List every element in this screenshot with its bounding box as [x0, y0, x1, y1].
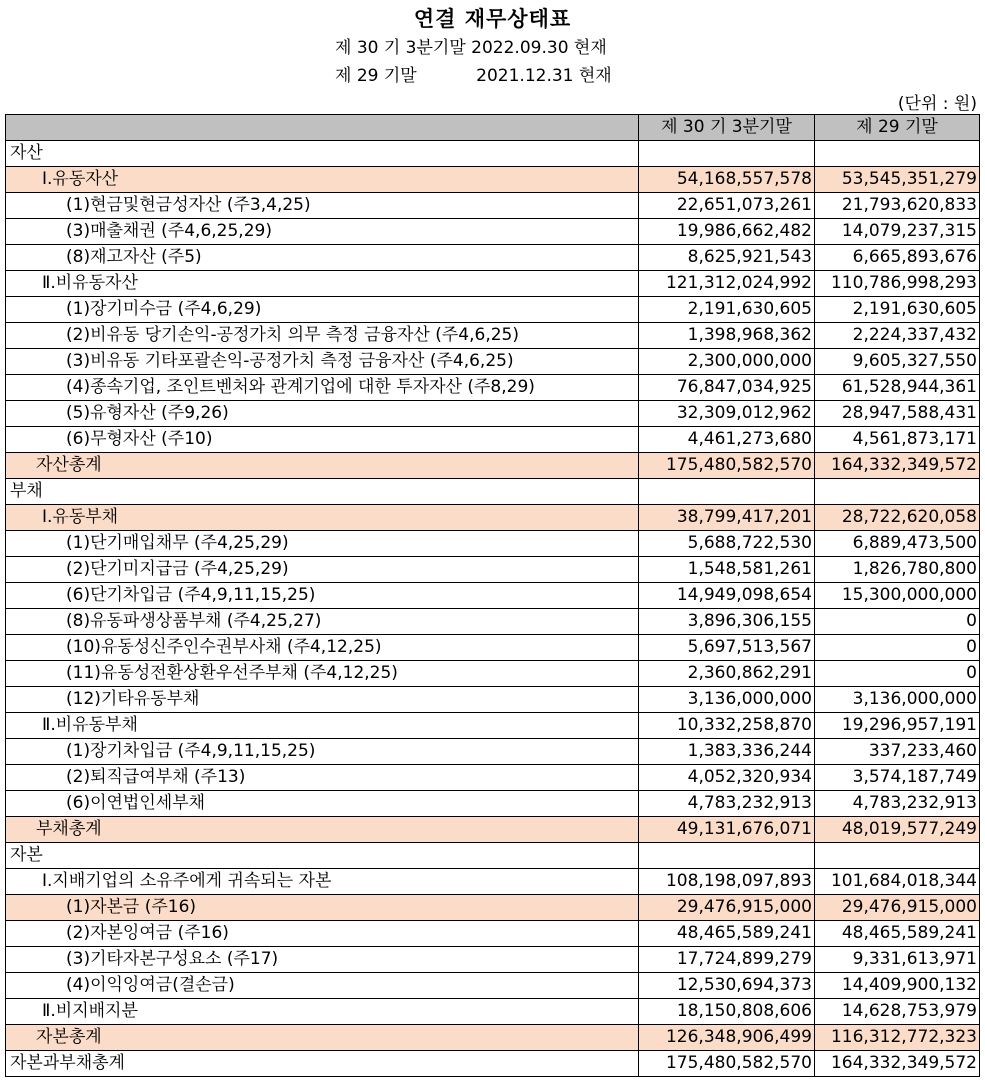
- row-current-value: 29,476,915,000: [639, 895, 815, 921]
- row-prior-value: 14,409,900,132: [815, 973, 980, 999]
- row-prior-value: 337,233,460: [815, 739, 980, 765]
- row-current-value: 10,332,258,870: [639, 713, 815, 739]
- table-row: [6, 141, 980, 167]
- row-label: (4)종속기업, 조인트벤처와 관계기업에 대한 투자자산 (주8,29): [6, 375, 639, 401]
- row-prior-value: 61,528,944,361: [815, 375, 980, 401]
- header-item: [6, 115, 639, 141]
- row-current-value: 175,480,582,570: [639, 1051, 815, 1077]
- row-current-value: 12,530,694,373: [639, 973, 815, 999]
- row-prior-value: 6,889,473,500: [815, 531, 980, 557]
- row-current-value: 1,548,581,261: [639, 557, 815, 583]
- row-current-value: 5,688,722,530: [639, 531, 815, 557]
- row-current-value: 175,480,582,570: [639, 453, 815, 479]
- row-current-value: 76,847,034,925: [639, 375, 815, 401]
- unit-label: (단위 : 원): [897, 94, 977, 114]
- table-row: [6, 193, 980, 219]
- table-row: [6, 453, 980, 479]
- row-label: (8)유동파생상품부채 (주4,25,27): [6, 609, 639, 635]
- table-row: [6, 1051, 980, 1077]
- row-prior-value: 9,331,613,971: [815, 947, 980, 973]
- row-label: (2)단기미지급금 (주4,25,29): [6, 557, 639, 583]
- row-current-value: [639, 141, 815, 167]
- table-row: [6, 999, 980, 1025]
- row-prior-value: 3,136,000,000: [815, 687, 980, 713]
- table-row: [6, 973, 980, 999]
- table-row: [6, 479, 980, 505]
- row-current-value: 49,131,676,071: [639, 817, 815, 843]
- row-prior-value: 53,545,351,279: [815, 167, 980, 193]
- row-current-value: 22,651,073,261: [639, 193, 815, 219]
- row-prior-value: 15,300,000,000: [815, 583, 980, 609]
- row-current-value: 5,697,513,567: [639, 635, 815, 661]
- row-label: 자본총계: [6, 1025, 639, 1051]
- table-row: [6, 167, 980, 193]
- header-row: [6, 115, 980, 141]
- header-prior-period: 제 29 기말: [815, 115, 980, 141]
- row-label: 자본: [6, 843, 639, 869]
- table-row: [6, 843, 980, 869]
- row-label: (3)매출채권 (주4,6,25,29): [6, 219, 639, 245]
- row-prior-value: 110,786,998,293: [815, 271, 980, 297]
- row-label: (1)자본금 (주16): [6, 895, 639, 921]
- statement-title: 연결 재무상태표: [413, 7, 572, 31]
- row-prior-value: 48,465,589,241: [815, 921, 980, 947]
- row-current-value: 14,949,098,654: [639, 583, 815, 609]
- table-row: [6, 1025, 980, 1051]
- row-prior-value: 164,332,349,572: [815, 1051, 980, 1077]
- table-row: [6, 297, 980, 323]
- row-label: (6)무형자산 (주10): [6, 427, 639, 453]
- table-row: [6, 817, 980, 843]
- row-prior-value: 0: [815, 609, 980, 635]
- row-prior-value: 19,296,957,191: [815, 713, 980, 739]
- row-label: 자산: [6, 141, 639, 167]
- row-prior-value: 48,019,577,249: [815, 817, 980, 843]
- row-prior-value: 101,684,018,344: [815, 869, 980, 895]
- row-current-value: 2,360,862,291: [639, 661, 815, 687]
- row-current-value: 48,465,589,241: [639, 921, 815, 947]
- row-label: Ⅱ.비지배지분: [6, 999, 639, 1025]
- row-current-value: 4,783,232,913: [639, 791, 815, 817]
- row-prior-value: 164,332,349,572: [815, 453, 980, 479]
- row-label: (2)비유동 당기손익-공정가치 의무 측정 금융자산 (주4,6,25): [6, 323, 639, 349]
- row-prior-value: 2,224,337,432: [815, 323, 980, 349]
- table-row: [6, 427, 980, 453]
- row-current-value: 3,896,306,155: [639, 609, 815, 635]
- row-prior-value: 1,826,780,800: [815, 557, 980, 583]
- row-label: Ⅱ.비유동자산: [6, 271, 639, 297]
- row-label: (3)기타자본구성요소 (주17): [6, 947, 639, 973]
- table-row: [6, 271, 980, 297]
- row-label: Ⅱ.비유동부채: [6, 713, 639, 739]
- row-label: (1)단기매입채무 (주4,25,29): [6, 531, 639, 557]
- row-prior-value: [815, 843, 980, 869]
- row-current-value: 1,383,336,244: [639, 739, 815, 765]
- table-row: [6, 349, 980, 375]
- row-current-value: 126,348,906,499: [639, 1025, 815, 1051]
- row-label: (5)유형자산 (주9,26): [6, 401, 639, 427]
- table-row: [6, 739, 980, 765]
- row-prior-value: 28,722,620,058: [815, 505, 980, 531]
- row-prior-value: [815, 141, 980, 167]
- row-label: 부채: [6, 479, 639, 505]
- row-label: (8)재고자산 (주5): [6, 245, 639, 271]
- row-label: (12)기타유동부채: [6, 687, 639, 713]
- row-label: 자본과부채총계: [6, 1051, 639, 1077]
- row-label: 부채총계: [6, 817, 639, 843]
- row-current-value: 108,198,097,893: [639, 869, 815, 895]
- table-row: [6, 921, 980, 947]
- row-current-value: 1,398,968,362: [639, 323, 815, 349]
- table-row: [6, 635, 980, 661]
- balance-sheet-table: [5, 114, 980, 1077]
- table-row: [6, 661, 980, 687]
- row-current-value: 54,168,557,578: [639, 167, 815, 193]
- row-label: (1)장기차입금 (주4,9,11,15,25): [6, 739, 639, 765]
- table-row: [6, 219, 980, 245]
- row-label: Ⅰ.유동부채: [6, 505, 639, 531]
- row-prior-value: 6,665,893,676: [815, 245, 980, 271]
- row-prior-value: 14,628,753,979: [815, 999, 980, 1025]
- table-row: [6, 531, 980, 557]
- row-prior-value: 21,793,620,833: [815, 193, 980, 219]
- row-prior-value: 3,574,187,749: [815, 765, 980, 791]
- row-label: (10)유동성신주인수권부사채 (주4,12,25): [6, 635, 639, 661]
- row-current-value: 2,191,630,605: [639, 297, 815, 323]
- row-prior-value: 28,947,588,431: [815, 401, 980, 427]
- row-prior-value: 14,079,237,315: [815, 219, 980, 245]
- row-label: (2)퇴직급여부채 (주13): [6, 765, 639, 791]
- period-current-line: 제 30 기 3분기말 2022.09.30 현재: [335, 38, 607, 58]
- table-row: [6, 505, 980, 531]
- table-row: [6, 869, 980, 895]
- row-prior-value: [815, 479, 980, 505]
- row-current-value: 2,300,000,000: [639, 349, 815, 375]
- table-row: [6, 791, 980, 817]
- row-current-value: 4,052,320,934: [639, 765, 815, 791]
- table-row: [6, 895, 980, 921]
- row-current-value: 32,309,012,962: [639, 401, 815, 427]
- row-prior-value: 29,476,915,000: [815, 895, 980, 921]
- row-prior-value: 4,561,873,171: [815, 427, 980, 453]
- table-row: [6, 583, 980, 609]
- table-row: [6, 375, 980, 401]
- table-row: [6, 713, 980, 739]
- row-current-value: [639, 843, 815, 869]
- table-row: [6, 609, 980, 635]
- table-row: [6, 557, 980, 583]
- row-current-value: 3,136,000,000: [639, 687, 815, 713]
- row-current-value: 8,625,921,543: [639, 245, 815, 271]
- row-current-value: 38,799,417,201: [639, 505, 815, 531]
- row-prior-value: 0: [815, 635, 980, 661]
- row-label: (3)비유동 기타포괄손익-공정가치 측정 금융자산 (주4,6,25): [6, 349, 639, 375]
- row-current-value: 19,986,662,482: [639, 219, 815, 245]
- row-label: (1)장기미수금 (주4,6,29): [6, 297, 639, 323]
- row-prior-value: 0: [815, 661, 980, 687]
- table-row: [6, 687, 980, 713]
- row-prior-value: 4,783,232,913: [815, 791, 980, 817]
- row-label: Ⅰ.유동자산: [6, 167, 639, 193]
- row-current-value: 18,150,808,606: [639, 999, 815, 1025]
- row-label: (11)유동성전환상환우선주부채 (주4,12,25): [6, 661, 639, 687]
- row-current-value: 121,312,024,992: [639, 271, 815, 297]
- row-label: 자산총계: [6, 453, 639, 479]
- row-prior-value: 9,605,327,550: [815, 349, 980, 375]
- header-current-period: 제 30 기 3분기말: [639, 115, 815, 141]
- table-row: [6, 765, 980, 791]
- row-label: (1)현금및현금성자산 (주3,4,25): [6, 193, 639, 219]
- period-prior-line: 제 29 기말 2021.12.31 현재: [335, 66, 612, 86]
- row-prior-value: 2,191,630,605: [815, 297, 980, 323]
- row-label: (4)이익잉여금(결손금): [6, 973, 639, 999]
- row-label: (6)단기차입금 (주4,9,11,15,25): [6, 583, 639, 609]
- row-current-value: [639, 479, 815, 505]
- row-label: (6)이연법인세부채: [6, 791, 639, 817]
- row-prior-value: 116,312,772,323: [815, 1025, 980, 1051]
- row-current-value: 17,724,899,279: [639, 947, 815, 973]
- row-current-value: 4,461,273,680: [639, 427, 815, 453]
- row-label: Ⅰ.지배기업의 소유주에게 귀속되는 자본: [6, 869, 639, 895]
- table-row: [6, 323, 980, 349]
- table-row: [6, 245, 980, 271]
- table-row: [6, 947, 980, 973]
- row-label: (2)자본잉여금 (주16): [6, 921, 639, 947]
- table-row: [6, 401, 980, 427]
